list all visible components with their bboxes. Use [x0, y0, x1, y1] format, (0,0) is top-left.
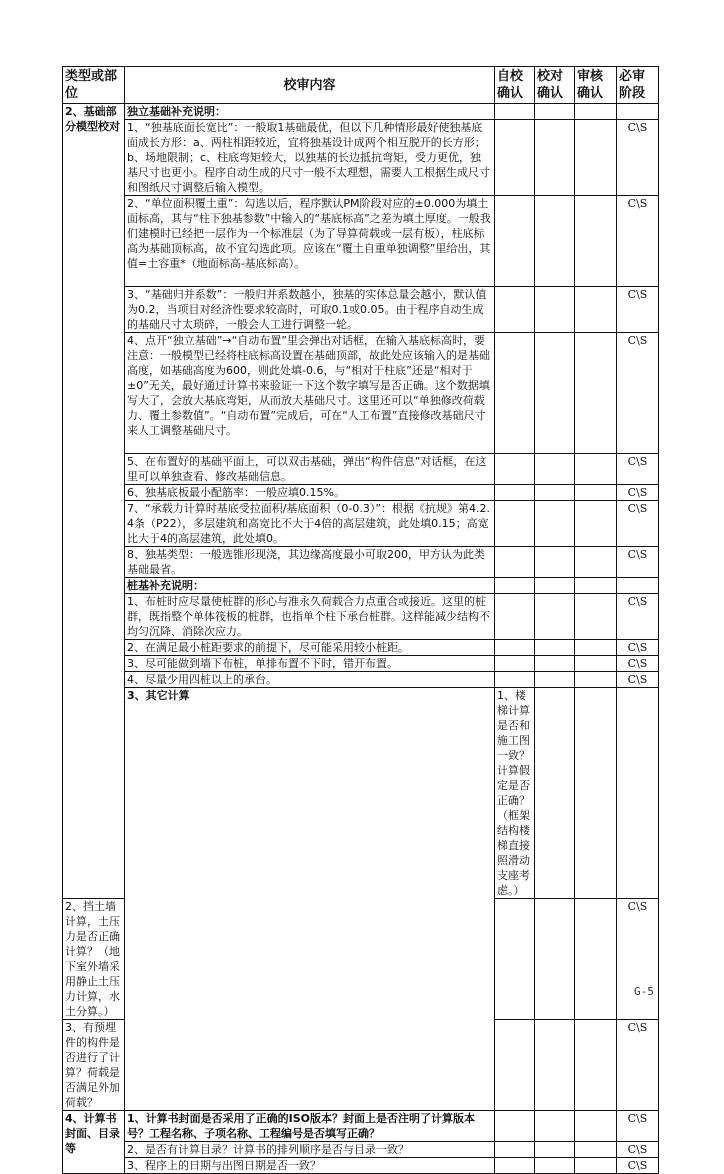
category-other-calculations: 3、其它计算	[125, 688, 495, 1111]
header-audit-check: 审核确认	[575, 67, 617, 104]
table-row	[63, 104, 659, 120]
item-other-3: 3、有预埋件的构件是否进行了计算？荷载是否满足外加荷载？	[63, 1020, 125, 1111]
item-calc-book-2: 2、是否有计算目录？计算书的排列顺序是否与目录一致？	[125, 1142, 495, 1158]
page-number: G-5	[634, 985, 654, 998]
stage-cell: C\S	[617, 333, 659, 454]
stage-cell: C\S	[617, 547, 659, 578]
stage-cell: C\S	[617, 640, 659, 656]
table-row	[63, 578, 659, 594]
item-foundation-7: 7、“承载力计算时基底受拉面积/基底面积（0-0.3）”：根据《抗规》第4.2.4条（P22），多层建筑和高宽比不大于4倍的高层建筑，此处填0.15；高宽比大于4的高层建筑，此处填0。	[125, 501, 495, 547]
table-row	[63, 656, 659, 672]
item-foundation-6: 6、独基底板最小配筋率：一般应填0.15%。	[125, 485, 495, 501]
table-row	[63, 1111, 659, 1142]
header-proof-check: 校对确认	[535, 67, 575, 104]
stage-cell: C\S	[617, 501, 659, 547]
category-calc-book: 4、计算书封面、目录等	[63, 1111, 125, 1174]
table-row	[63, 547, 659, 578]
item-pile-1: 1、布桩时应尽量使桩群的形心与准永久荷载合力点重合或接近。这里的桩群，既指整个单体筏板的桩群，也指单个柱下承台桩群。这样能减少结构不均匀沉降、消除次应力。	[125, 594, 495, 640]
stage-cell: C\S	[617, 672, 659, 688]
item-other-1: 1、楼梯计算是否和施工图一致？计算假定是否正确？（框架结构楼梯直接照滑动支座考虑。）	[495, 688, 535, 899]
table-row	[63, 1158, 659, 1174]
item-other-2: 2、挡土墙计算，土压力是否正确计算？（地下室外墙采用静止土压力计算，水土分算。）	[63, 899, 125, 1020]
stage-cell: C\S	[617, 485, 659, 501]
item-foundation-4: 4、点开“独立基础”→“自动布置”里会弹出对话框，在输入基底标高时，要注意：一般模型已经将柱底标高设置在基础顶部，故此处应该输入的是基础高度，如基础高度为600，则此处填-0.6，与“相对于柱底”还是“相对于±0”无关，最好通过计算书来验证一下这个数字填写是否正确。这个数据填写大了，会放大基底弯矩，从而放大基础尺寸。这里还可以“单独修改荷载力、覆土参数值”。“自动布置”完成后，可在“人工布置”直接修改基础尺寸来人工调整基础尺寸。	[125, 333, 495, 454]
item-foundation-8: 8、独基类型：一般选锥形现浇，其边缘高度最小可取200，甲方认为此类基础最省。	[125, 547, 495, 578]
table-row	[63, 196, 659, 287]
stage-cell: C\S	[617, 287, 659, 333]
stage-cell: C\S	[617, 899, 659, 1020]
item-pile-3: 3、尽可能做到墙下布桩，单排布置不下时，错开布置。	[125, 656, 495, 672]
table-row	[63, 1142, 659, 1158]
header-content: 校审内容	[125, 67, 495, 104]
header-self-check: 自校确认	[495, 67, 535, 104]
table-row	[63, 640, 659, 656]
table-row	[63, 287, 659, 333]
item-pile-2: 2、在满足最小桩距要求的前提下，尽可能采用较小桩距。	[125, 640, 495, 656]
stage-cell: C\S	[617, 594, 659, 640]
stage-cell: C\S	[617, 120, 659, 196]
item-pile-4: 4、尽量少用四桩以上的承台。	[125, 672, 495, 688]
stage-cell: C\S	[617, 1158, 659, 1174]
item-foundation-5: 5、在布置好的基础平面上，可以双击基础，弹出“构件信息”对话框，在这里可以单独查看、修改基础信息。	[125, 454, 495, 485]
header-category: 类型或部位	[63, 67, 125, 104]
subheading-pile-foundation: 桩基补充说明：	[125, 578, 495, 594]
category-foundation: 2、基础部分模型校对	[63, 104, 125, 899]
review-table	[62, 66, 659, 1174]
table-row	[63, 120, 659, 196]
header-required-stage: 必审阶段	[617, 67, 659, 104]
table-row	[63, 333, 659, 454]
stage-cell: C\S	[617, 1142, 659, 1158]
stage-cell: C\S	[617, 1111, 659, 1142]
item-foundation-1: 1、“独基底面长宽比”：一般取1基础最优，但以下几种情形最好使独基底面成长方形：a、两柱相距较近，宜将独基设计成两个相互脱开的长方形；b、场地限制；c、柱底弯矩较大，以独基的长边抵抗弯矩，受力更优，独基尺寸也更小。程序自动生成的尺寸一般不太理想，需要人工根据生成尺寸和图纸尺寸调整后输入模型。	[125, 120, 495, 196]
item-foundation-2: 2、“单位面积覆土重”：勾选以后，程序默认PM阶段对应的±0.000为填土面标高，其与“柱下独基参数”中输入的“基底标高”之差为填土厚度。一般我们建模时已经把一层作为一个标准层（为了导算荷载或一层有板），柱底标高为基础顶标高，故不宜勾选此项。应该在“覆土自重单独调整”里给出，其值=土容重*（地面标高-基底标高）。	[125, 196, 495, 287]
item-calc-book-3: 3、程序上的日期与出图日期是否一致？	[125, 1158, 495, 1174]
table-row	[63, 501, 659, 547]
subheading-independent-foundation: 独立基础补充说明：	[125, 104, 495, 120]
table-row	[63, 485, 659, 501]
table-row	[63, 454, 659, 485]
table-header-row	[63, 67, 659, 104]
stage-cell: C\S	[617, 1020, 659, 1111]
table-row	[63, 672, 659, 688]
item-calc-book-1: 1、计算书封面是否采用了正确的ISO版本？封面上是否注明了计算版本号？工程名称、子项名称、工程编号是否填写正确？	[125, 1111, 495, 1142]
table-row	[63, 688, 659, 899]
stage-cell: C\S	[617, 454, 659, 485]
item-foundation-3: 3、“基础归并系数”：一般归并系数越小，独基的实体总量会越小，默认值为0.2，当项目对经济性要求较高时，可取0.1或0.05。由于程序自动生成的基础尺寸太琐碎，一般会人工进行调整一轮。	[125, 287, 495, 333]
stage-cell: C\S	[617, 656, 659, 672]
table-row	[63, 594, 659, 640]
stage-cell: C\S	[617, 196, 659, 287]
